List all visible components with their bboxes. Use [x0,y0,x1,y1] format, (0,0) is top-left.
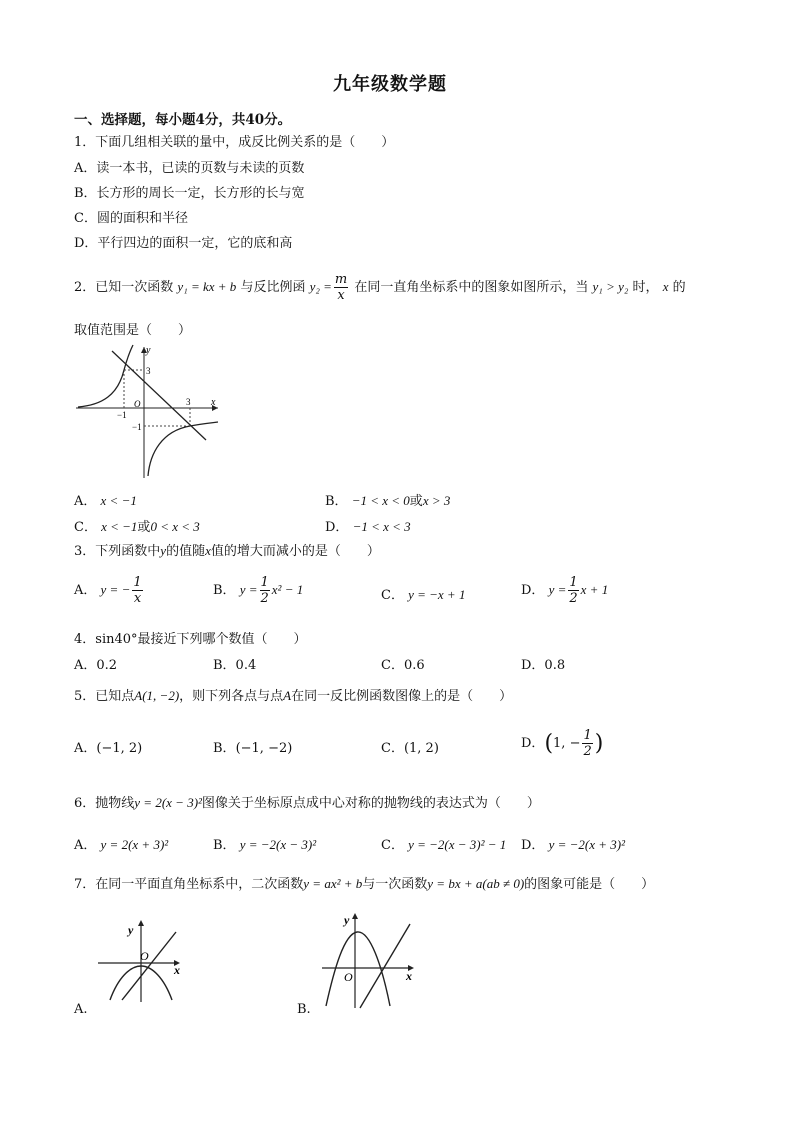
q6-option-a [74,834,168,853]
q3-option-a [74,575,145,606]
q7b-y-arrow [352,913,358,919]
q2-a-value: x < −1 [100,493,137,508]
q5-a-value: (−1, 2) [96,741,143,756]
q6-option-b [213,834,316,853]
q3-option-b [213,575,303,606]
q2-label-y: y [146,345,151,356]
q2-option-b [325,490,450,509]
q2-c-label: C． [74,520,97,535]
q2-b-or: 或 [409,494,423,509]
q3-d-den: 2 [569,591,578,606]
q3-b-rhs: x² − 1 [271,582,304,597]
q2-num: 2．已知一次函数 [74,280,174,295]
q3-d-rhs: x + 1 [580,582,609,597]
q3-a-label: A． [74,583,97,598]
q2-frac-num: m [334,272,348,287]
q3-mid2: 值的增大而减小的是（ ） [210,544,380,559]
q7-graph-b [320,910,420,1010]
q7a-label-x: x [174,963,180,977]
q7b-label-x: x [406,969,412,983]
q3-var-y: y [160,543,167,558]
q7b-label-y: y [344,913,350,927]
q2-c-or: 或 [137,520,151,535]
q6-b-label: B． [213,838,236,853]
q5-a-label: A． [74,741,97,756]
q2-hyperbola-left [78,345,133,407]
q6-expr: y = 2(x − 3)² [134,795,202,810]
q3-d-label: D． [521,583,545,598]
q2-graph [72,343,222,480]
q5-d-num: 1 [583,728,592,743]
q2-c-value1: x < −1 [101,519,138,534]
q4-option-a: A．0.2 [74,658,118,673]
q3-d-fraction [568,575,578,606]
q4-option-d: D．0.8 [521,658,566,673]
q5-b-label: B． [213,741,236,756]
q2-hyperbola-right [148,422,218,476]
q5-d-rparen: ) [594,731,604,756]
q5-end: 在同一反比例函数图像上的是（ ） [291,689,513,704]
q2-mid1: 与反比例函 [240,280,306,295]
q5-d-fraction [582,728,592,759]
q5-d-den: 2 [583,744,592,759]
q2-end: 的 [672,280,686,295]
q5-stem [74,685,512,704]
q6-num: 6．抛物线 [74,796,135,811]
q2-inverse-lhs: y₂ = [309,279,332,294]
q3-a-den: x [133,591,142,606]
q3-num: 3．下列函数中 [74,544,161,559]
q6-a-label: A． [74,838,97,853]
q3-mid1: 的值随 [166,544,206,559]
q6-d-value: y = −2(x + 3)² [548,837,625,852]
q6-d-label: D． [521,838,545,853]
q1-option-c: C．圆的面积和半径 [74,211,188,226]
page-title: 九年级数学题 [333,74,447,95]
q3-option-d [521,575,608,606]
q3-a-num: 1 [133,575,142,590]
section-heading: 一、选择题，每小题4分，共40分。 [74,112,292,128]
q2-stem [74,272,724,303]
q3-stem [74,540,380,559]
q3-d-lhs: y = [548,582,567,597]
q7-linear: y = bx + a [427,876,483,891]
q7a-label-o: O [140,949,149,963]
q1-stem: 1．下面几组相关联的量中，成反比例关系的是（ ） [74,135,395,150]
q7-graph-a [96,918,186,1004]
q5-point: A(1, −2) [134,688,180,703]
q7-option-a-label: A. [74,1002,88,1017]
q2-option-d [325,516,411,535]
q3-var-x: x [205,543,211,558]
q3-b-fraction [260,575,270,606]
q7a-y-arrow [138,920,144,926]
q2-label-x: x [211,397,216,408]
q6-stem-text: 图像关于坐标原点成中心对称的抛物线的表达式为（ ） [201,796,540,811]
q2-option-c [74,516,200,535]
q4-stem-text: 最接近下列哪个数值（ ） [137,632,307,647]
q7-num: 7．在同一平面直角坐标系中，二次函数 [74,877,304,892]
q3-b-label: B． [213,583,236,598]
q5-b-value: (−1, −2) [235,741,293,756]
q7-stem [74,873,654,892]
q5-mid: ，则下列各点与点 [179,689,284,704]
q2-linear-function: y₁ = kx + b [177,279,237,294]
q6-a-value: y = 2(x + 3)² [100,837,169,852]
q4-expr: sin40° [95,632,138,647]
q1-option-a: A．读一本书，已读的页数与未读的页数 [74,161,305,176]
q3-d-num: 1 [569,575,578,590]
q7b-line [360,924,410,1008]
q3-c-value: y = −x + 1 [408,587,466,602]
q6-option-d [521,834,625,853]
q2-b-value2: x > 3 [422,493,451,508]
q2-label-3y: 3 [146,366,151,376]
q2-b-label: B． [325,494,348,509]
q5-option-a [74,737,142,756]
q5-option-c [381,737,439,756]
q5-point-a: A [283,688,292,703]
q2-d-label: D． [325,520,349,535]
q4-stem [74,628,307,647]
q6-b-value: y = −2(x − 3)² [239,837,317,852]
q2-b-value1: −1 < x < 0 [351,493,410,508]
q2-option-a [74,490,137,509]
q3-b-num: 1 [260,575,269,590]
q2-label-neg1y: −1 [132,422,142,432]
q2-inverse-fraction [334,272,348,303]
q4-option-b: B．0.4 [213,658,257,673]
q2-condition: y₁ > y₂ [592,279,629,294]
q7-option-b-label: B. [297,1002,311,1017]
q3-b-lhs: y = [239,582,258,597]
q2-c-value2: 0 < x < 3 [150,519,200,534]
q7b-label-o: O [344,970,353,984]
q1-option-b: B．长方形的周长一定，长方形的长与宽 [74,186,305,201]
q6-stem [74,792,540,811]
q5-option-d [521,728,603,759]
q2-mid2: 在同一直角坐标系中的图象如图所示，当 [354,280,589,295]
q7-end: 的图象可能是（ ） [524,877,655,892]
q3-a-fraction [132,575,142,606]
q7-mid: 与一次函数 [362,877,428,892]
q3-a-lhs: y = − [100,582,131,597]
q2-stem-line2: 取值范围是（ ） [74,323,192,338]
q7-condition: (ab ≠ 0) [482,876,525,891]
q2-label-origin: O [134,399,141,409]
q3-c-label: C． [381,588,404,603]
q6-c-label: C． [381,838,404,853]
q7-quadratic: y = ax² + b [303,876,363,891]
q4-option-c: C．0.6 [381,658,425,673]
q4-num: 4． [74,632,96,647]
q3-b-den: 2 [260,591,269,606]
q2-a-label: A． [74,494,97,509]
q5-option-b [213,737,292,756]
q5-d-label: D． [521,736,545,751]
q3-option-c [381,584,465,603]
q5-d-lparen: ( [544,731,554,756]
q2-frac-den: x [337,288,345,303]
q2-label-neg1x: −1 [117,410,127,420]
q5-d-pre: 1, − [553,736,581,751]
q6-option-c [381,834,506,853]
q2-d-value: −1 < x < 3 [352,519,411,534]
q2-mid3: 时， [632,280,659,295]
q1-option-d: D．平行四边的面积一定，它的底和高 [74,236,293,251]
q5-num: 5．已知点 [74,689,135,704]
q7b-parabola [326,932,390,1006]
q7a-label-y: y [128,923,134,937]
q5-c-value: (1, 2) [403,741,439,756]
q2-variable: x [662,279,669,294]
q2-line [112,351,206,440]
q2-label-3x: 3 [186,397,191,407]
q5-c-label: C． [381,741,404,756]
q6-c-value: y = −2(x − 3)² − 1 [408,837,507,852]
